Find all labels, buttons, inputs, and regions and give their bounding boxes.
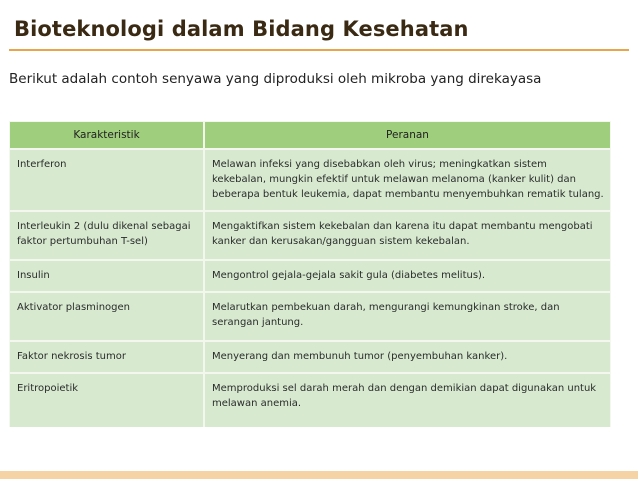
slide-title: Bioteknologi dalam Bidang Kesehatan <box>14 17 469 41</box>
cell-karakteristik: Interleukin 2 (dulu dikenal sebagai faktor pertumbuhan T-sel) <box>10 212 203 259</box>
compound-table-container <box>9 121 611 427</box>
table-row <box>10 212 610 259</box>
table-row <box>10 150 610 210</box>
cell-peranan: Menyerang dan membunuh tumor (penyembuhan kanker). <box>205 342 610 372</box>
cell-peranan: Memproduksi sel darah merah dan dengan demikian dapat digunakan untuk melawan anemia. <box>205 374 610 427</box>
compound-table <box>8 120 612 429</box>
header-peranan: Peranan <box>205 122 610 148</box>
header-karakteristik: Karakteristik <box>10 122 203 148</box>
cell-peranan: Melarutkan pembekuan darah, mengurangi kemungkinan stroke, dan serangan jantung. <box>205 293 610 340</box>
cell-karakteristik: Interferon <box>10 150 203 210</box>
table-header-row <box>10 122 610 148</box>
cell-karakteristik: Faktor nekrosis tumor <box>10 342 203 372</box>
cell-karakteristik: Eritropoietik <box>10 374 203 427</box>
title-underline <box>9 49 629 51</box>
cell-peranan: Mengaktifkan sistem kekebalan dan karena itu dapat membantu mengobati kanker dan kerusakan/gangguan sistem kekebalan. <box>205 212 610 259</box>
cell-karakteristik: Insulin <box>10 261 203 291</box>
table-row <box>10 261 610 291</box>
cell-peranan: Mengontrol gejala-gejala sakit gula (diabetes melitus). <box>205 261 610 291</box>
footer-accent-bar <box>0 471 638 479</box>
intro-text: Berikut adalah contoh senyawa yang diproduksi oleh mikroba yang direkayasa <box>9 71 542 87</box>
table-row <box>10 374 610 427</box>
cell-peranan: Melawan infeksi yang disebabkan oleh virus; meningkatkan sistem kekebalan, mungkin efektif untuk melawan melanoma (kanker kulit) dan beberapa bentuk leukemia, dapat membantu menyembuhkan rematik tulang. <box>205 150 610 210</box>
cell-karakteristik: Aktivator plasminogen <box>10 293 203 340</box>
table-row <box>10 293 610 340</box>
table-row <box>10 342 610 372</box>
